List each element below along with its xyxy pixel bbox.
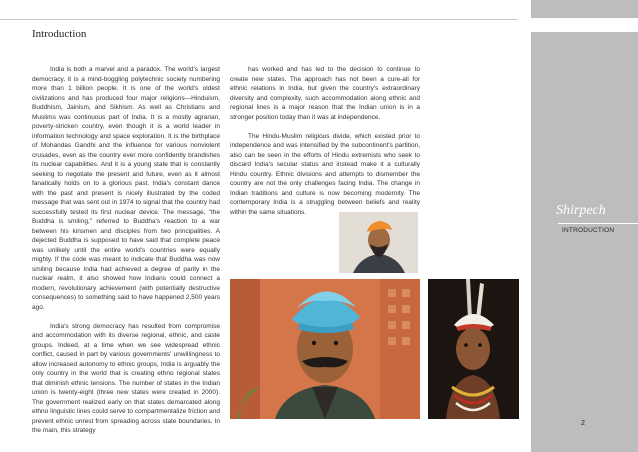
top-tab (531, 0, 638, 18)
sidebar-panel (531, 32, 638, 452)
paragraph: has worked and has led to the decision to continue to create new states. The approach has not been a cure-all for ethnic relations in India, but given the country's extraordinary diversity and complexity, such accommodation along ethnic and regional lines is a major reason that the Indian union is in a stronger position today than it was at independence. (230, 66, 420, 121)
page-number: 2 (581, 420, 585, 427)
paragraph: India's strong democracy has resulted from compromise and accommodation with its diverse regional, ethnic, and caste groups. Indeed, at a time when we see widespread ethnic conflict, caused in part by various governments' unwillingness to allow increased autonomy to ethnic groups, India is arguably the only country in the world that is creating ethno regional states that diminish ethnic tensions. The number of states in the Indian union is twenty-eight (three new states were created in 2000). The government realized early on that states demarcated along ethno linguistic lines could serve to compartmentalize friction and prevent ethnic unrest from spreading across state boundaries. In the main, this strategy (32, 322, 220, 434)
photo-man-orange-turban (339, 212, 418, 273)
photo-man-blue-turban (230, 279, 420, 419)
photo-tribal-man-headdress (428, 279, 519, 419)
brand-name: Shirpech (556, 203, 606, 218)
paragraph: The Hindu-Muslim religious divide, which existed prior to independence and was intensified by the subcontinent's partition, also can be seen in the efforts of Hindu extremists who seek to discard India's secular status and instead make it a culturally Hindu country. Ethnic divisions and attempts to dismember the country are not the only challenges facing India. The change in Indian traditions and culture is now becoming modernity. The contemporary India is a struggling between beliefs and reality within the same situations. (230, 132, 420, 216)
section-label: INTRODUCTION (562, 227, 615, 234)
brand-underline (558, 223, 638, 224)
header-rule (0, 19, 518, 20)
page-title: Introduction (32, 28, 87, 40)
paragraph: India is both a marvel and a paradox. The world's largest democracy, it is a mind-boggling polytechnic society numbering more than 1 billion people. It is one of the world's oldest civilizations and has produced four major religions—Hinduism, Buddhism, Jainism, and Sikhism. As well as Christians and Muslims was continuous part of India. It is a mostly agrarian, poverty-stricken country, even though it is a world leader in information technology and space exploration. It is the birthplace of Mohandas Gandhi and the influence for various nonviolent crusades, even as the country ever more confidently brandishes its nuclear capabilities. And it is a young state that is constantly seeking to negotiate the present and future, even as it almost fanatically holds on to a glorious past. India's constant dance with the past and present is nicely illustrated by the coded message that was sent out in 1974 to signal that the country had successfully tested its first nuclear device. The message, "the Buddha is smiling," referred to Buddha's reaction to a war between his kinsmen and disciples from two principalities. A dejected Buddha is supposed to have said that complete peace was unlikely until the entire world's countries were equally mighty. If the code was meant to indicate that Buddha was now smiling because India had achieved a degree of parity in the nuclear realm, it also showed how Indians could connect a modern, revolutionary achievement (with potentially destructive consequences) to something said to have happened 2,500 years ago. (32, 66, 220, 311)
article-column-left (32, 65, 220, 445)
article-column-right (230, 65, 420, 227)
